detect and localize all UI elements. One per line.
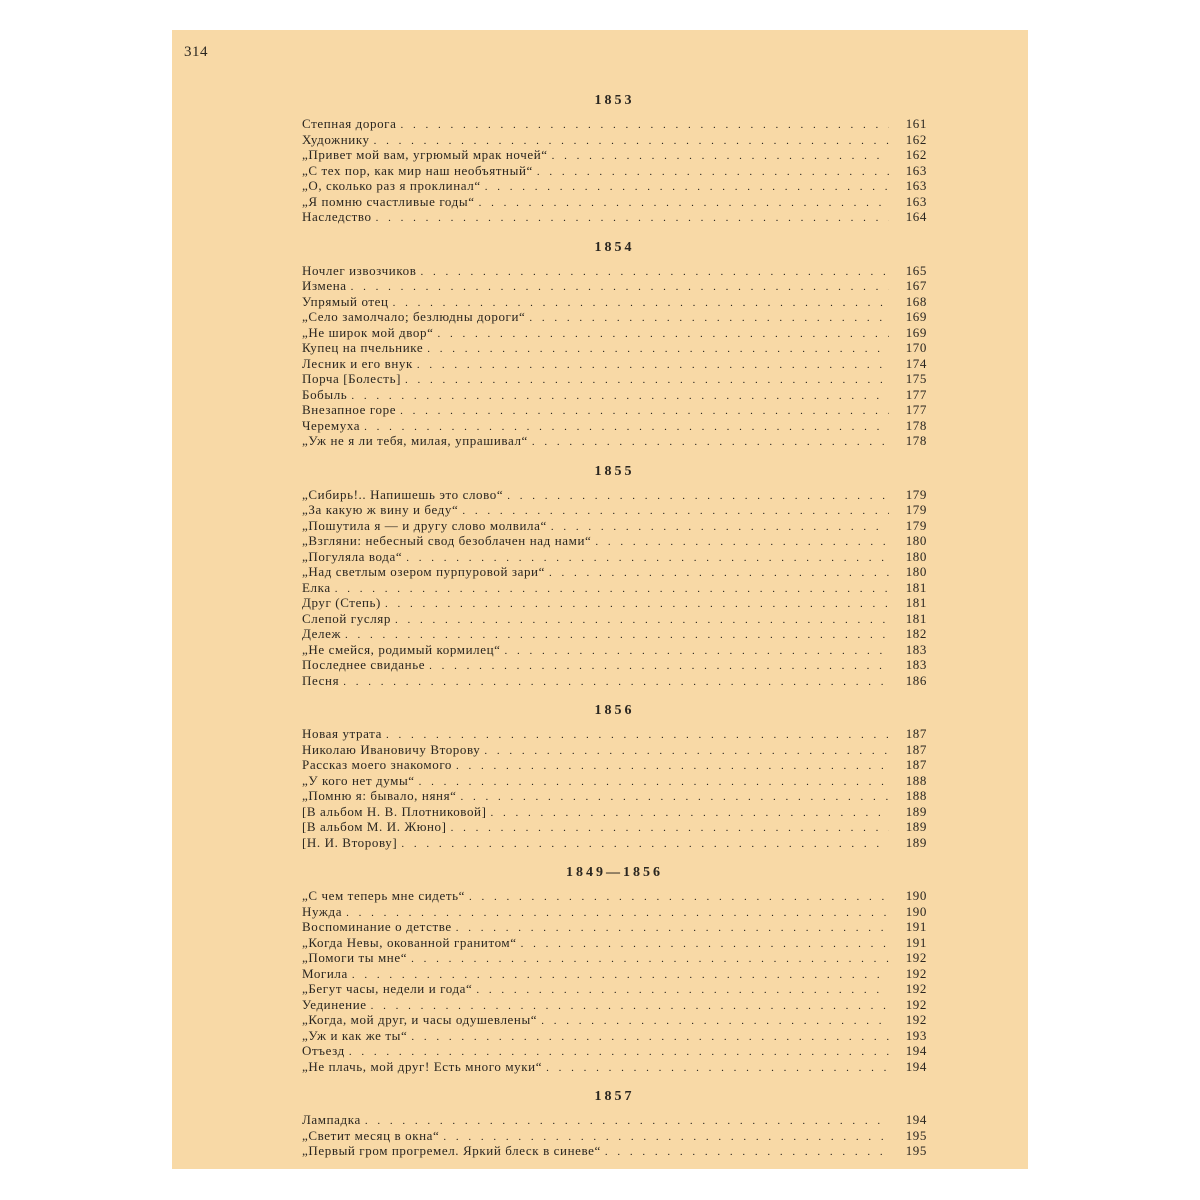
entry-page-number: 192 [905, 950, 927, 965]
section-year-heading: 1855 [594, 463, 635, 479]
entry-page-number: 162 [905, 131, 927, 147]
toc-entry [302, 325, 927, 341]
entry-page-number: 181 [905, 595, 927, 610]
entry-title: „Село замолчало; безлюдны дороги“ [302, 309, 526, 324]
entry-page-number: 189 [905, 834, 927, 850]
dot-leader [419, 775, 889, 791]
entry-page-number: 191 [905, 934, 927, 950]
dot-leader [395, 613, 889, 629]
toc-entry [302, 1012, 927, 1028]
entry-title: Черемуха [302, 417, 361, 433]
toc-entry [302, 580, 927, 596]
entry-page-number: 175 [905, 371, 927, 386]
entry-page-number: 167 [905, 278, 927, 293]
toc-entry [302, 533, 927, 549]
toc-entry [302, 518, 927, 534]
toc-entry [302, 549, 927, 565]
entry-title: Измена [302, 278, 347, 293]
dot-leader [456, 921, 889, 937]
entry-page-number: 189 [905, 819, 927, 834]
toc-entry [302, 294, 927, 310]
entry-title: [В альбом М. И. Жюно] [302, 819, 447, 834]
entry-page-number: 163 [905, 193, 927, 209]
entry-title: „Над светлым озером пурпуровой зари“ [302, 564, 545, 579]
entry-page-number: 192 [905, 981, 927, 996]
toc-section [302, 459, 927, 689]
entry-title: Порча [Болесть] [302, 371, 402, 386]
entry-title: „За какую ж вину и беду“ [302, 502, 459, 517]
dot-leader [420, 265, 889, 281]
toc-entry [302, 371, 927, 387]
entry-page-number: 187 [905, 726, 927, 741]
entry-page-number: 174 [905, 355, 927, 371]
entry-title: Лампадка [302, 1112, 361, 1127]
entry-page-number: 189 [905, 803, 927, 819]
toc-entry [302, 309, 927, 325]
dot-leader [551, 520, 889, 536]
toc-entry [302, 1112, 927, 1128]
entry-title: Новая утрата [302, 726, 382, 741]
toc-entry [302, 402, 927, 418]
entry-page-number: 180 [905, 564, 927, 579]
toc-entry [302, 502, 927, 518]
toc-entry [302, 904, 927, 920]
entry-title: Воспоминание о детстве [302, 919, 452, 934]
entry-page-number: 162 [905, 147, 927, 162]
entry-page-number: 194 [905, 1112, 927, 1127]
entry-page-number: 168 [905, 293, 927, 309]
toc-entry [302, 1059, 927, 1075]
toc-entry [302, 278, 927, 294]
entry-page-number: 191 [905, 919, 927, 934]
dot-leader [456, 759, 889, 775]
toc-entry [302, 418, 927, 434]
dot-leader [411, 1030, 889, 1046]
dot-leader [365, 1114, 889, 1130]
toc-entry [302, 657, 927, 673]
entry-page-number: 179 [905, 517, 927, 533]
toc-entry [302, 966, 927, 982]
dot-leader [552, 149, 889, 165]
entry-page-number: 192 [905, 965, 927, 981]
toc-section [302, 88, 927, 225]
dot-leader [427, 342, 889, 358]
entry-page-number: 178 [905, 433, 927, 448]
entry-page-number: 187 [905, 741, 927, 757]
entry-title: „Когда Невы, окованной гранитом“ [302, 934, 517, 950]
entry-page-number: 195 [905, 1143, 927, 1158]
toc-entry [302, 981, 927, 997]
section-year-heading: 1853 [594, 93, 635, 108]
table-of-contents [302, 88, 927, 1169]
entry-page-number: 178 [905, 417, 927, 433]
toc-entry [302, 433, 927, 449]
toc-entry [302, 804, 927, 820]
entry-title: Отъезд [302, 1043, 345, 1058]
entry-title: Художнику [302, 131, 370, 147]
entry-page-number: 169 [905, 324, 927, 340]
toc-entry [302, 387, 927, 403]
toc-entry [302, 673, 927, 689]
section-year-heading: 1849—1856 [566, 865, 663, 880]
toc-section [302, 698, 927, 850]
entry-title: „Когда, мой друг, и часы одушевлены“ [302, 1012, 538, 1027]
entry-page-number: 170 [905, 340, 927, 355]
entry-title: „С тех пор, как мир наш необъятный“ [302, 162, 533, 178]
toc-entry [302, 356, 927, 372]
toc-entry [302, 611, 927, 627]
section-year-heading: 1854 [594, 239, 635, 255]
entry-title: „Уж не я ли тебя, милая, упрашивал“ [302, 433, 528, 448]
entry-title: Упрямый отец [302, 293, 389, 309]
dot-leader [437, 327, 889, 343]
entry-title: „С чем теперь мне сидеть“ [302, 888, 466, 903]
entry-page-number: 181 [905, 610, 927, 626]
dot-leader [521, 937, 889, 953]
entry-page-number: 163 [905, 162, 927, 178]
entry-page-number: 182 [905, 626, 927, 641]
entry-page-number: 180 [905, 533, 927, 548]
toc-entry [302, 1128, 927, 1144]
dot-leader [505, 644, 889, 660]
entry-page-number: 183 [905, 641, 927, 657]
entry-title: Последнее свиданье [302, 657, 426, 672]
dot-leader [400, 404, 889, 420]
toc-entry [302, 147, 927, 163]
section-year-heading: 1857 [594, 1089, 635, 1104]
entry-title: [В альбом Н. В. Плотниковой] [302, 803, 487, 819]
entry-page-number: 192 [905, 996, 927, 1012]
toc-entry [302, 835, 927, 851]
dot-leader [537, 165, 889, 181]
dot-leader [549, 566, 889, 582]
entry-title: Бобыль [302, 386, 348, 402]
entry-title: „Первый гром прогремел. Яркий блеск в синеве“ [302, 1143, 601, 1158]
entry-page-number: 188 [905, 772, 927, 788]
entry-title: Елка [302, 579, 331, 595]
entry-title: Степная дорога [302, 116, 397, 131]
entry-title: „Погуляла вода“ [302, 548, 403, 564]
entry-page-number: 190 [905, 903, 927, 919]
entry-page-number: 165 [905, 262, 927, 278]
dot-leader [529, 311, 889, 327]
toc-entry [302, 773, 927, 789]
dot-leader [595, 535, 889, 551]
entry-title: „Я помню счастливые годы“ [302, 193, 475, 209]
entry-title: Песня [302, 672, 340, 688]
toc-entry [302, 340, 927, 356]
entry-title: Николаю Ивановичу Второву [302, 741, 481, 757]
dot-leader [335, 582, 889, 598]
dot-leader [507, 489, 889, 505]
entry-title: Слепой гусляр [302, 610, 391, 626]
entry-title: Внезапное горе [302, 402, 397, 417]
toc-entry [302, 595, 927, 611]
entry-title: Нужда [302, 903, 343, 919]
entry-page-number: 179 [905, 486, 927, 502]
dot-leader [417, 358, 889, 374]
entry-page-number: 190 [905, 888, 927, 903]
entry-page-number: 169 [905, 309, 927, 324]
toc-entry [302, 209, 927, 225]
toc-entry [302, 263, 927, 279]
entry-title: Дележ [302, 626, 342, 641]
dot-leader [546, 1061, 889, 1077]
entry-page-number: 163 [905, 178, 927, 193]
toc-entry [302, 1143, 927, 1159]
dot-leader [343, 675, 889, 691]
dot-leader [400, 118, 889, 134]
entry-title: Ночлег извозчиков [302, 262, 417, 278]
section-year-heading: 1856 [594, 703, 635, 718]
entry-title: „Уж и как же ты“ [302, 1027, 408, 1043]
entry-title: „Помоги ты мне“ [302, 950, 408, 965]
dot-leader [451, 821, 889, 837]
toc-entry [302, 935, 927, 951]
entry-title: „Привет мой вам, угрюмый мрак ночей“ [302, 147, 548, 162]
entry-title: „О, сколько раз я проклинал“ [302, 178, 481, 193]
dot-leader [401, 837, 889, 853]
entry-title: „Светит месяц в окна“ [302, 1127, 440, 1143]
dot-leader [532, 435, 889, 451]
entry-title: Друг (Степь) [302, 595, 381, 610]
dot-leader [476, 983, 889, 999]
dot-leader [385, 597, 889, 613]
entry-title: „У кого нет думы“ [302, 772, 415, 788]
dot-leader [479, 196, 889, 212]
entry-title: „Не смейся, родимый кормилец“ [302, 641, 501, 657]
toc-entry [302, 1028, 927, 1044]
entry-page-number: 186 [905, 672, 927, 688]
toc-entry [302, 819, 927, 835]
entry-page-number: 188 [905, 788, 927, 803]
dot-leader [485, 180, 889, 196]
entry-title: [Н. И. Второву] [302, 834, 398, 850]
toc-entry [302, 194, 927, 210]
dot-leader [429, 659, 889, 675]
toc-entry [302, 757, 927, 773]
entry-page-number: 177 [905, 386, 927, 402]
toc-entry [302, 642, 927, 658]
entry-title: „Взгляни: небесный свод безоблачен над нами“ [302, 533, 592, 548]
entry-title: Наследство [302, 209, 372, 224]
dot-leader [541, 1014, 889, 1030]
toc-entry [302, 116, 927, 132]
dot-leader [411, 952, 889, 968]
entry-page-number: 194 [905, 1043, 927, 1058]
dot-leader [469, 890, 889, 906]
entry-title: „Бегут часы, недели и года“ [302, 981, 473, 996]
toc-entry [302, 178, 927, 194]
dot-leader [484, 744, 889, 760]
entry-title: Уединение [302, 996, 367, 1012]
toc-entry [302, 788, 927, 804]
dot-leader [605, 1145, 889, 1161]
toc-entry [302, 726, 927, 742]
entry-page-number: 193 [905, 1027, 927, 1043]
dot-leader [351, 280, 889, 296]
book-page [172, 30, 1028, 1169]
dot-leader [376, 211, 889, 227]
entry-title: Рассказ моего знакомого [302, 757, 453, 772]
toc-entry [302, 626, 927, 642]
entry-title: „Не плачь, мой друг! Есть много муки“ [302, 1058, 543, 1074]
toc-entry [302, 163, 927, 179]
toc-section [302, 235, 927, 449]
entry-title: Лесник и его внук [302, 355, 413, 371]
entry-title: Могила [302, 965, 348, 981]
dot-leader [491, 806, 889, 822]
toc-entry [302, 888, 927, 904]
toc-entry [302, 487, 927, 503]
entry-page-number: 177 [905, 402, 927, 417]
entry-page-number: 161 [905, 116, 927, 131]
entry-page-number: 179 [905, 502, 927, 517]
entry-page-number: 181 [905, 579, 927, 595]
page-number: 314 [184, 44, 208, 60]
toc-section [302, 860, 927, 1074]
dot-leader [461, 790, 889, 806]
entry-page-number: 183 [905, 657, 927, 672]
toc-entry [302, 564, 927, 580]
dot-leader [351, 389, 889, 405]
entry-page-number: 180 [905, 548, 927, 564]
entry-title: „Помню я: бывало, няня“ [302, 788, 457, 803]
toc-entry [302, 132, 927, 148]
toc-entry [302, 950, 927, 966]
entry-page-number: 164 [905, 209, 927, 224]
dot-leader [405, 373, 889, 389]
entry-page-number: 192 [905, 1012, 927, 1027]
toc-entry [302, 1043, 927, 1059]
entry-title: „Пошутила я — и другу слово молвила“ [302, 517, 547, 533]
entry-title: „Не широк мой двор“ [302, 324, 434, 340]
toc-entry [302, 742, 927, 758]
toc-entry [302, 919, 927, 935]
entry-page-number: 194 [905, 1058, 927, 1074]
toc-entry [302, 997, 927, 1013]
entry-title: „Сибирь!.. Напишешь это слово“ [302, 486, 504, 502]
entry-page-number: 195 [905, 1127, 927, 1143]
entry-page-number: 187 [905, 757, 927, 772]
entry-title: Купец на пчельнике [302, 340, 424, 355]
toc-section [302, 1084, 927, 1159]
